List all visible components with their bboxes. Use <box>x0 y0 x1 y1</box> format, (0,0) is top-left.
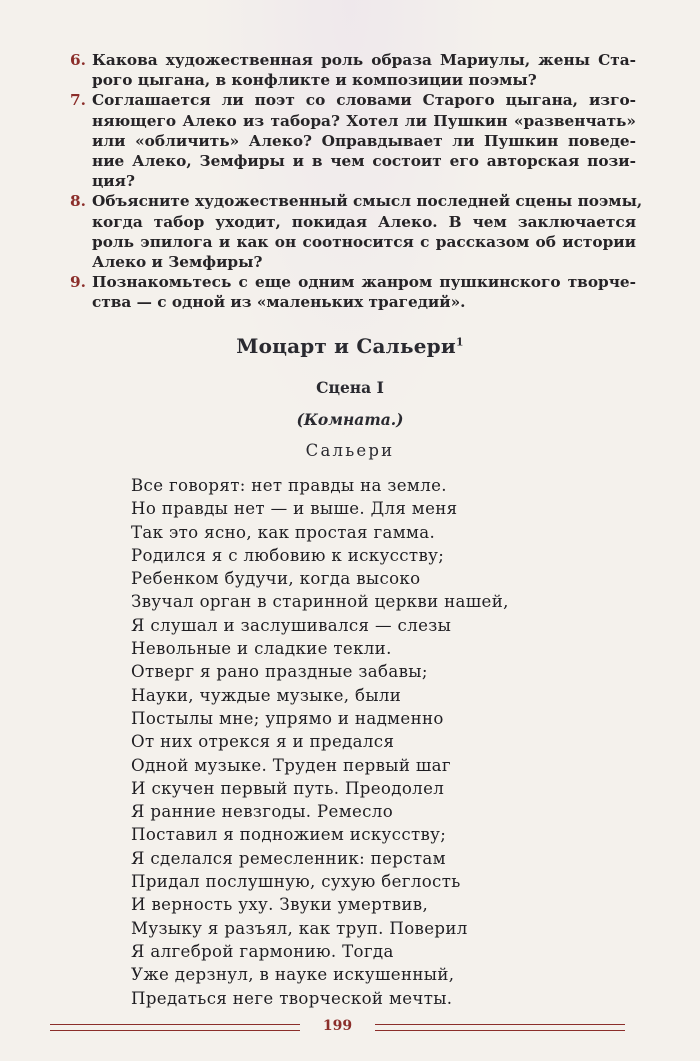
page-footer <box>50 1018 630 1038</box>
verse-line: Музыку я разъял, как труп. Поверил <box>131 918 468 938</box>
question-line: когда табор уходит, покидая Алеко. В чем заключается <box>92 212 636 231</box>
question-line: ние Алеко, Земфиры и в чем состоит его авторская пози- <box>92 152 636 171</box>
question-line: или «обличить» Алеко? Оправдывает ли Пушкин поведе- <box>92 131 636 150</box>
question-number: 6. <box>70 51 86 69</box>
question-number: 7. <box>70 91 86 110</box>
verse-line: От них отрекся я и предался <box>131 732 395 752</box>
question-line: Алеко и Земфиры? <box>92 253 263 272</box>
question-line: ства — с одной из «маленьких трагедий». <box>92 293 466 312</box>
verse-line: Придал послушную, сухую беглость <box>131 872 461 892</box>
verse-line: И верность уху. Звуки умертвив, <box>131 895 429 915</box>
verse-line: Так это ясно, как простая гамма. <box>131 522 436 542</box>
verse-line: Родился я с любовию к искусству; <box>131 545 445 565</box>
question-number: 9. <box>70 273 86 292</box>
question-line: Какова художественная роль образа Мариулы, жены Ста- <box>92 51 636 69</box>
question-line: Познакомьтесь с еще одним жанром пушкинского творче- <box>92 273 636 292</box>
question-item <box>70 50 636 90</box>
verse-line: Уже дерзнул, в науке искушенный, <box>131 965 455 985</box>
play-title-text: Моцарт и Сальери <box>236 334 456 358</box>
verse-line: Но правды нет — и выше. Для меня <box>131 499 458 519</box>
footer-rule-left <box>50 1024 300 1031</box>
question-line: рого цыгана, в конфликте и композиции поэмы? <box>92 71 537 90</box>
question-number: 8. <box>70 192 86 211</box>
speaker-name: Сальери <box>305 441 395 460</box>
verse-line: Я алгеброй гармонию. Тогда <box>131 941 394 961</box>
verse-line: Поставил я подножием искусству; <box>131 825 447 845</box>
questions-list <box>70 50 643 313</box>
verse-line: Звучал орган в старинной церкви нашей, <box>131 592 509 612</box>
page-number: 199 <box>322 1018 353 1034</box>
verse-line: Ребенком будучи, когда высоко <box>131 569 421 589</box>
verse-line: Я ранние невзгоды. Ремесло <box>131 802 394 822</box>
footer-rule-right <box>375 1024 625 1031</box>
question-line: Объясните художественный смысл последней сцены поэмы, <box>92 192 643 211</box>
verse-line: Все говорят: нет правды на земле. <box>131 476 447 495</box>
verse-line: Отверг я рано праздные забавы; <box>131 662 428 682</box>
verse-block <box>131 474 509 1010</box>
stage-direction: (Комната.) <box>296 410 404 429</box>
scene-heading: Сцена I <box>316 378 384 397</box>
verse-line: Невольные и сладкие текли. <box>131 639 392 659</box>
play-title <box>0 334 700 358</box>
question-item <box>70 191 643 272</box>
verse-line: Одной музыке. Труден первый шаг <box>131 755 451 775</box>
question-item <box>70 90 636 191</box>
verse-line: И скучен первый путь. Преодолел <box>131 778 445 798</box>
verse-line: Я слушал и заслушивался — слезы <box>131 615 452 635</box>
question-line: роль эпилога и как он соотносится с рассказом об истории <box>92 232 636 251</box>
question-item <box>70 272 636 312</box>
verse-line: Предаться неге творческой мечты. <box>131 988 453 1008</box>
verse-line: Науки, чуждые музыке, были <box>131 685 402 705</box>
question-line: няющего Алеко из табора? Хотел ли Пушкин «развенчать» <box>92 111 636 130</box>
verse-line: Я сделался ремесленник: перстам <box>131 848 446 868</box>
footnote-mark: 1 <box>455 335 464 349</box>
question-line: ция? <box>92 172 135 191</box>
verse-line: Постылы мне; упрямо и надменно <box>131 708 444 728</box>
question-line: Соглашается ли поэт со словами Старого цыгана, изго- <box>92 91 636 110</box>
